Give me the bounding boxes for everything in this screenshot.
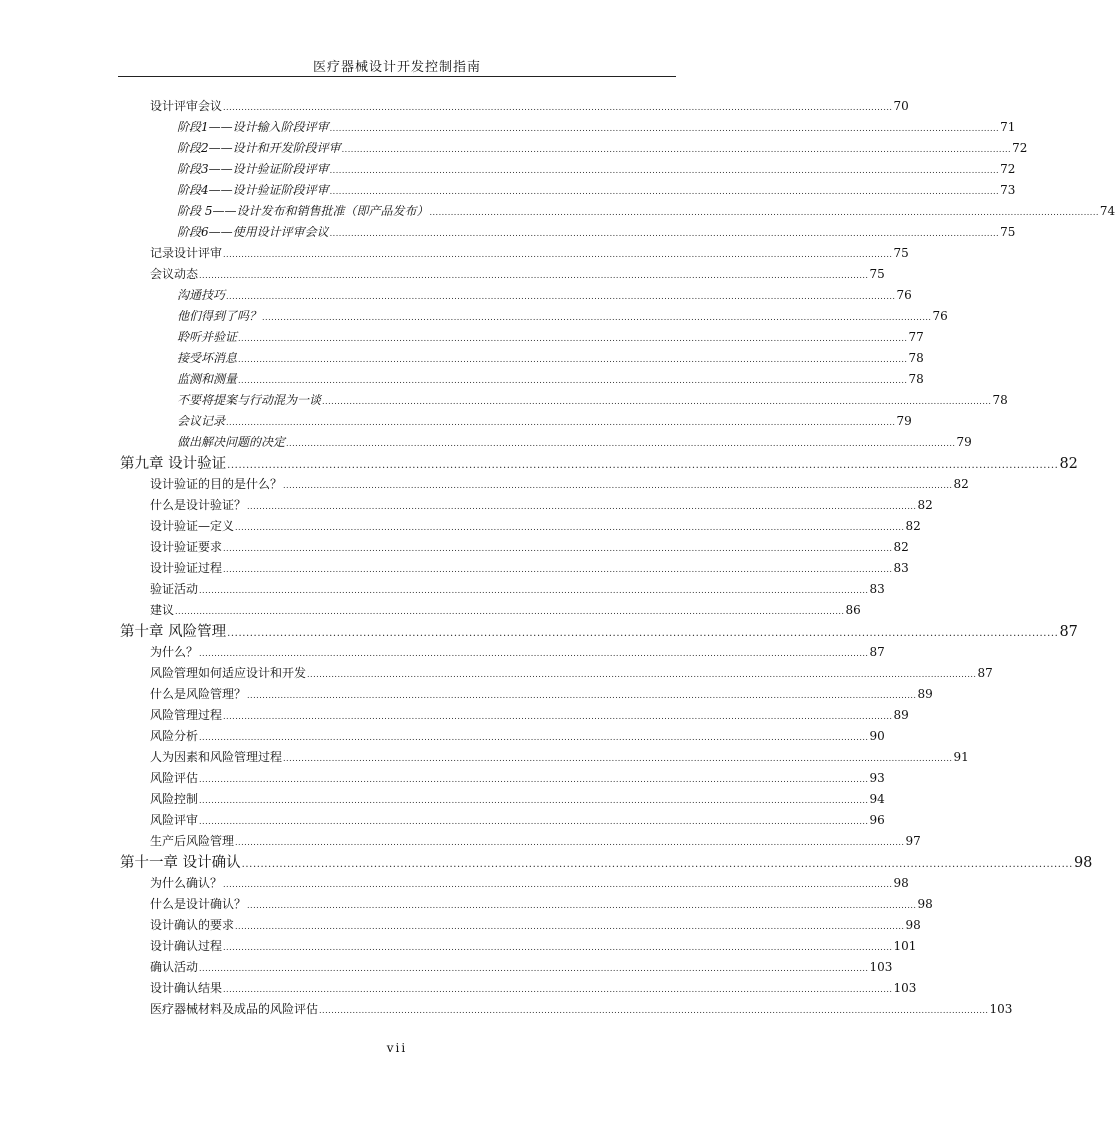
toc-entry-page: 101 xyxy=(893,939,917,953)
toc-dot-leader: ............................................................................................................................................................................................................................ xyxy=(199,775,869,784)
toc-entry-page: 87 xyxy=(869,645,885,659)
toc-entry-page: 75 xyxy=(893,246,909,260)
toc-entry[interactable] xyxy=(150,957,893,977)
toc-entry-title: 人为因素和风险管理过程 xyxy=(150,750,283,764)
toc-dot-leader: ............................................................................................................................................................................................................................ xyxy=(226,418,896,427)
toc-entry[interactable] xyxy=(150,537,909,557)
toc-dot-leader: ............................................................................................................................................................................................................................ xyxy=(235,922,905,931)
toc-entry-page: 103 xyxy=(989,1002,1013,1016)
toc-entry[interactable] xyxy=(150,684,933,704)
toc-entry-title: 阶段1——设计输入阶段评审 xyxy=(177,120,329,134)
toc-dot-leader: ............................................................................................................................................................................................................................ xyxy=(199,796,869,805)
toc-entry-page: 79 xyxy=(896,414,912,428)
toc-entry[interactable] xyxy=(150,264,885,284)
toc-dot-leader: ............................................................................................................................................................................................................................ xyxy=(199,649,869,658)
toc-entry-page: 86 xyxy=(845,603,861,617)
toc-entry-page: 79 xyxy=(956,435,972,449)
toc-entry[interactable] xyxy=(150,999,1013,1019)
toc-entry-title: 设计验证的目的是什么？ xyxy=(150,477,283,491)
toc-dot-leader: ............................................................................................................................................................................................................................ xyxy=(247,901,917,910)
toc-entry[interactable] xyxy=(150,96,909,116)
toc-dot-leader: ............................................................................................................................................................................................................................ xyxy=(283,754,953,763)
toc-entry[interactable] xyxy=(150,978,917,998)
toc-entry-title: 验证活动 xyxy=(150,582,199,596)
toc-entry-page: 82 xyxy=(1059,456,1078,472)
toc-entry-page: 103 xyxy=(869,960,893,974)
toc-entry[interactable] xyxy=(150,474,969,494)
toc-entry-page: 98 xyxy=(905,918,921,932)
toc-dot-leader: ............................................................................................................................................................................................................................ xyxy=(235,838,905,847)
toc-dot-leader: ............................................................................................................................................................................................................................ xyxy=(247,691,917,700)
toc-entry-title: 风险评估 xyxy=(150,771,199,785)
toc-entry[interactable] xyxy=(177,327,924,347)
toc-entry-page: 77 xyxy=(908,330,924,344)
toc-entry-page: 89 xyxy=(893,708,909,722)
toc-dot-leader: ............................................................................................................................................................................................................................ xyxy=(223,880,893,889)
running-header: 医疗器械设计开发控制指南 xyxy=(312,60,481,75)
toc-dot-leader: ............................................................................................................................................................................................................................ xyxy=(429,208,1099,217)
toc-entry[interactable] xyxy=(177,180,1016,200)
toc-entry-title: 做出解决问题的决定 xyxy=(177,435,286,449)
toc-entry-title: 风险分析 xyxy=(150,729,199,743)
toc-entry-title: 什么是风险管理？ xyxy=(150,687,247,701)
toc-entry-title: 设计验证过程 xyxy=(150,561,223,575)
toc-chapter[interactable] xyxy=(120,621,1078,643)
toc-entry[interactable] xyxy=(177,411,912,431)
toc-dot-leader: ............................................................................................................................................................................................................................ xyxy=(199,586,869,595)
toc-entry[interactable] xyxy=(177,369,924,389)
toc-entry[interactable] xyxy=(150,789,885,809)
toc-entry[interactable] xyxy=(177,117,1016,137)
toc-entry-page: 97 xyxy=(905,834,921,848)
toc-entry[interactable] xyxy=(177,285,912,305)
toc-entry-title: 生产后风险管理 xyxy=(150,834,235,848)
toc-entry-page: 73 xyxy=(1000,183,1016,197)
toc-entry[interactable] xyxy=(150,810,885,830)
toc-entry-page: 93 xyxy=(869,771,885,785)
toc-dot-leader: ............................................................................................................................................................................................................................ xyxy=(175,607,845,616)
toc-entry[interactable] xyxy=(150,915,921,935)
toc-dot-leader: ............................................................................................................................................................................................................................ xyxy=(238,334,908,343)
toc-entry-page: 74 xyxy=(1099,204,1115,218)
toc-entry[interactable] xyxy=(150,894,933,914)
toc-entry-page: 98 xyxy=(893,876,909,890)
toc-dot-leader: ............................................................................................................................................................................................................................ xyxy=(223,712,893,721)
toc-dot-leader: ............................................................................................................................................................................................................................ xyxy=(227,628,1059,639)
toc-entry-page: 90 xyxy=(869,729,885,743)
toc-dot-leader: ............................................................................................................................................................................................................................ xyxy=(262,313,932,322)
toc-entry[interactable] xyxy=(177,159,1016,179)
toc-entry-page: 82 xyxy=(917,498,933,512)
toc-entry-page: 87 xyxy=(1059,624,1078,640)
toc-entry-page: 83 xyxy=(893,561,909,575)
toc-entry-page: 78 xyxy=(908,351,924,365)
toc-dot-leader: ............................................................................................................................................................................................................................ xyxy=(322,397,992,406)
toc-chapter[interactable] xyxy=(120,852,1093,874)
toc-entry-title: 第十章 风险管理 xyxy=(120,624,227,640)
toc-dot-leader: ............................................................................................................................................................................................................................ xyxy=(226,292,896,301)
toc-entry-page: 96 xyxy=(869,813,885,827)
toc-entry-title: 风险评审 xyxy=(150,813,199,827)
toc-entry-title: 第十一章 设计确认 xyxy=(120,855,241,871)
toc-entry[interactable] xyxy=(150,579,885,599)
toc-dot-leader: ............................................................................................................................................................................................................................ xyxy=(238,355,908,364)
toc-entry[interactable] xyxy=(150,768,885,788)
toc-entry-page: 70 xyxy=(893,99,909,113)
toc-entry[interactable] xyxy=(150,600,861,620)
toc-entry[interactable] xyxy=(177,222,1016,242)
toc-entry[interactable] xyxy=(150,663,993,683)
toc-entry-page: 98 xyxy=(917,897,933,911)
toc-entry-title: 他们得到了吗？ xyxy=(177,309,262,323)
toc-entry[interactable] xyxy=(177,138,1028,158)
toc-entry-page: 83 xyxy=(869,582,885,596)
toc-entry-page: 94 xyxy=(869,792,885,806)
toc-dot-leader: ............................................................................................................................................................................................................................ xyxy=(223,103,893,112)
toc-entry-page: 71 xyxy=(1000,120,1016,134)
toc-entry-page: 76 xyxy=(896,288,912,302)
toc-dot-leader: ............................................................................................................................................................................................................................ xyxy=(199,964,869,973)
toc-entry-title: 风险控制 xyxy=(150,792,199,806)
page-number: vii xyxy=(386,1041,408,1055)
toc-entry[interactable] xyxy=(150,642,885,662)
header-rule xyxy=(118,76,676,77)
toc-entry-title: 会议记录 xyxy=(177,414,226,428)
toc-dot-leader: ............................................................................................................................................................................................................................ xyxy=(283,481,953,490)
toc-entry-title: 设计确认结果 xyxy=(150,981,223,995)
toc-dot-leader: ............................................................................................................................................................................................................................ xyxy=(329,187,1000,196)
toc-dot-leader: ............................................................................................................................................................................................................................ xyxy=(307,670,977,679)
toc-dot-leader: ............................................................................................................................................................................................................................ xyxy=(241,859,1073,870)
toc-entry-title: 设计确认过程 xyxy=(150,939,223,953)
toc-entry[interactable] xyxy=(150,495,933,515)
toc-dot-leader: ............................................................................................................................................................................................................................ xyxy=(199,733,869,742)
toc-entry-page: 82 xyxy=(893,540,909,554)
toc-entry-title: 记录设计评审 xyxy=(150,246,223,260)
toc-entry[interactable] xyxy=(177,348,924,368)
toc-entry-page: 72 xyxy=(1000,162,1016,176)
toc-entry[interactable] xyxy=(177,306,948,326)
toc-entry[interactable] xyxy=(150,705,909,725)
toc-entry[interactable] xyxy=(150,831,921,851)
toc-entry[interactable] xyxy=(150,936,917,956)
toc-entry-title: 不要将提案与行动混为一谈 xyxy=(177,393,322,407)
toc-dot-leader: ............................................................................................................................................................................................................................ xyxy=(319,1006,989,1015)
toc-entry-page: 75 xyxy=(1000,225,1016,239)
toc-entry-page: 82 xyxy=(953,477,969,491)
toc-entry-title: 阶段3——设计验证阶段评审 xyxy=(177,162,329,176)
toc-chapter[interactable] xyxy=(120,453,1078,475)
toc-dot-leader: ............................................................................................................................................................................................................................ xyxy=(223,943,893,952)
toc-entry-title: 第九章 设计验证 xyxy=(120,456,227,472)
toc-dot-leader: ............................................................................................................................................................................................................................ xyxy=(223,985,893,994)
toc-entry-page: 76 xyxy=(932,309,948,323)
toc-entry-title: 阶段2——设计和开发阶段评审 xyxy=(177,141,341,155)
toc-entry-page: 78 xyxy=(908,372,924,386)
toc-entry-title: 设计评审会议 xyxy=(150,99,223,113)
toc-entry-title: 风险管理如何适应设计和开发 xyxy=(150,666,307,680)
toc-dot-leader: ............................................................................................................................................................................................................................ xyxy=(341,145,1012,154)
toc-entry-title: 设计验证—定义 xyxy=(150,519,235,533)
toc-entry-title: 阶段 5——设计发布和销售批准（即产品发布） xyxy=(177,204,429,218)
toc-entry-title: 阶段6——使用设计评审会议 xyxy=(177,225,329,239)
toc-entry-title: 阶段4——设计验证阶段评审 xyxy=(177,183,329,197)
toc-entry-page: 87 xyxy=(977,666,993,680)
toc-entry-title: 会议动态 xyxy=(150,267,199,281)
toc-dot-leader: ............................................................................................................................................................................................................................ xyxy=(329,124,1000,133)
toc-dot-leader: ............................................................................................................................................................................................................................ xyxy=(223,544,893,553)
toc-entry-title: 设计确认的要求 xyxy=(150,918,235,932)
toc-entry-title: 确认活动 xyxy=(150,960,199,974)
toc-entry-title: 风险管理过程 xyxy=(150,708,223,722)
toc-entry-title: 为什么？ xyxy=(150,645,199,659)
toc-dot-leader: ............................................................................................................................................................................................................................ xyxy=(286,439,956,448)
toc-entry-title: 沟通技巧 xyxy=(177,288,226,302)
toc-entry[interactable] xyxy=(150,726,885,746)
toc-entry[interactable] xyxy=(150,558,909,578)
toc-dot-leader: ............................................................................................................................................................................................................................ xyxy=(238,376,908,385)
toc-entry-page: 89 xyxy=(917,687,933,701)
toc-dot-leader: ............................................................................................................................................................................................................................ xyxy=(235,523,905,532)
toc-entry-title: 医疗器械材料及成品的风险评估 xyxy=(150,1002,319,1016)
toc-entry-title: 建议 xyxy=(150,603,175,617)
toc-entry[interactable] xyxy=(150,243,909,263)
toc-entry-title: 监测和测量 xyxy=(177,372,238,386)
toc-entry-page: 91 xyxy=(953,750,969,764)
toc-entry-page: 72 xyxy=(1012,141,1028,155)
toc-dot-leader: ............................................................................................................................................................................................................................ xyxy=(227,460,1059,471)
toc-entry-page: 78 xyxy=(992,393,1008,407)
toc-entry-page: 82 xyxy=(905,519,921,533)
toc-entry[interactable] xyxy=(150,747,969,767)
toc-dot-leader: ............................................................................................................................................................................................................................ xyxy=(223,565,893,574)
toc-dot-leader: ............................................................................................................................................................................................................................ xyxy=(329,229,1000,238)
toc-entry[interactable] xyxy=(177,201,1115,221)
toc-dot-leader: ............................................................................................................................................................................................................................ xyxy=(223,250,893,259)
toc-dot-leader: ............................................................................................................................................................................................................................ xyxy=(329,166,1000,175)
toc-entry-title: 接受坏消息 xyxy=(177,351,238,365)
toc-entry-page: 103 xyxy=(893,981,917,995)
toc-dot-leader: ............................................................................................................................................................................................................................ xyxy=(247,502,917,511)
toc-entry-page: 75 xyxy=(869,267,885,281)
toc-entry[interactable] xyxy=(177,432,972,452)
toc-entry[interactable] xyxy=(150,873,909,893)
toc-entry-title: 设计验证要求 xyxy=(150,540,223,554)
toc-entry-title: 什么是设计验证？ xyxy=(150,498,247,512)
toc-entry-page: 98 xyxy=(1073,855,1093,871)
toc-entry-title: 为什么确认？ xyxy=(150,876,223,890)
toc-dot-leader: ............................................................................................................................................................................................................................ xyxy=(199,817,869,826)
toc-entry[interactable] xyxy=(150,516,921,536)
toc-entry[interactable] xyxy=(177,390,1008,410)
toc-entry-title: 聆听并验证 xyxy=(177,330,238,344)
toc-dot-leader: ............................................................................................................................................................................................................................ xyxy=(199,271,869,280)
toc-entry-title: 什么是设计确认？ xyxy=(150,897,247,911)
